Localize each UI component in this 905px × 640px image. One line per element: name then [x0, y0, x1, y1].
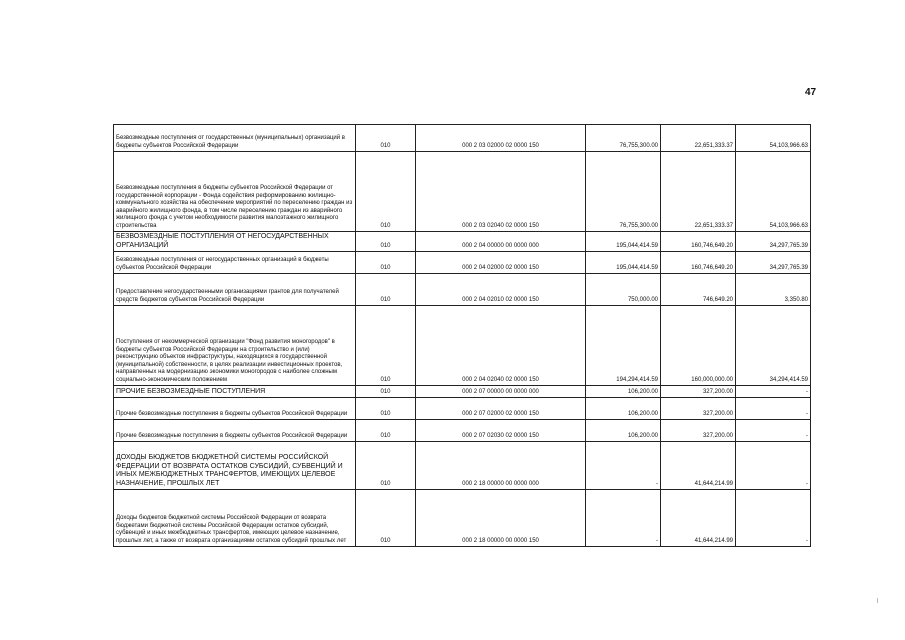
row-code: 010	[356, 398, 416, 420]
row-remaining: 34,297,765.39	[736, 232, 811, 252]
table-row	[114, 232, 811, 252]
row-kbk: 000 2 18 00000 00 0000 150	[416, 490, 586, 547]
row-name: Поступления от некоммерческой организации "Фонд развития моногородов" в бюджеты субъектов Российской Федерации на строительство и (или) реконструкцию объектов инфраструктуры, находящихся в государственной (муниципальной) собственности, в целях реализации инвестиционных проектов, направленных на модернизацию экономики моногородов с наиболее сложным социально-экономическим положением	[114, 306, 356, 386]
row-name: Безвозмездные поступления в бюджеты субъектов Российской Федерации от государственной корпорации - Фонда содействия реформированию жилищно-коммунального хозяйства на обеспечение мероприятий по переселению граждан из аварийного жилищного фонда, в том числе переселению граждан из аварийного жилищного фонда с учетом необходимости развития малоэтажного жилищного строительства	[114, 152, 356, 232]
row-code: 010	[356, 232, 416, 252]
row-code: 010	[356, 274, 416, 306]
scan-artifact	[877, 598, 878, 603]
row-approved: -	[586, 442, 661, 490]
row-remaining: -	[736, 420, 811, 442]
row-kbk: 000 2 03 02040 02 0000 150	[416, 152, 586, 232]
row-executed: 327,200.00	[661, 398, 736, 420]
row-executed: 160,000,000.00	[661, 306, 736, 386]
table-row	[114, 252, 811, 274]
table-row	[114, 274, 811, 306]
row-remaining: 54,103,966.63	[736, 152, 811, 232]
row-executed: 22,651,333.37	[661, 125, 736, 152]
row-remaining: -	[736, 490, 811, 547]
row-remaining: 34,294,414.59	[736, 306, 811, 386]
row-name: БЕЗВОЗМЕЗДНЫЕ ПОСТУПЛЕНИЯ ОТ НЕГОСУДАРСТВЕННЫХ ОРГАНИЗАЦИЙ	[114, 232, 356, 252]
row-remaining: 34,297,765.39	[736, 252, 811, 274]
row-code: 010	[356, 420, 416, 442]
table-row	[114, 386, 811, 398]
row-code: 010	[356, 152, 416, 232]
row-code: 010	[356, 252, 416, 274]
row-kbk: 000 2 07 02030 02 0000 150	[416, 420, 586, 442]
table-row	[114, 490, 811, 547]
row-kbk: 000 2 03 02000 02 0000 150	[416, 125, 586, 152]
row-remaining: -	[736, 398, 811, 420]
table-row	[114, 152, 811, 232]
table-row	[114, 442, 811, 490]
row-remaining: -	[736, 386, 811, 398]
table-row	[114, 125, 811, 152]
row-approved: 76,755,300.00	[586, 125, 661, 152]
row-approved: 195,044,414.59	[586, 232, 661, 252]
row-executed: 327,200.00	[661, 420, 736, 442]
row-executed: 41,644,214.99	[661, 490, 736, 547]
row-remaining: -	[736, 442, 811, 490]
row-approved: 750,000.00	[586, 274, 661, 306]
table-row	[114, 306, 811, 386]
row-approved: 195,044,414.59	[586, 252, 661, 274]
row-name: ПРОЧИЕ БЕЗВОЗМЕЗДНЫЕ ПОСТУПЛЕНИЯ	[114, 386, 356, 398]
row-kbk: 000 2 07 02000 02 0000 150	[416, 398, 586, 420]
row-name: Безвозмездные поступления от государственных (муниципальных) организаций в бюджеты субъектов Российской Федерации	[114, 125, 356, 152]
row-kbk: 000 2 04 02000 02 0000 150	[416, 252, 586, 274]
row-executed: 746,649.20	[661, 274, 736, 306]
row-name: ДОХОДЫ БЮДЖЕТОВ БЮДЖЕТНОЙ СИСТЕМЫ РОССИЙСКОЙ ФЕДЕРАЦИИ ОТ ВОЗВРАТА ОСТАТКОВ СУБСИДИЙ, СУБВЕНЦИЙ И ИНЫХ МЕЖБЮДЖЕТНЫХ ТРАНСФЕРТОВ, ИМЕЮЩИХ ЦЕЛЕВОЕ НАЗНАЧЕНИЕ, ПРОШЛЫХ ЛЕТ	[114, 442, 356, 490]
row-approved: 106,200.00	[586, 420, 661, 442]
row-code: 010	[356, 306, 416, 386]
row-executed: 160,746,649.20	[661, 232, 736, 252]
page-number: 47	[805, 87, 817, 98]
row-approved: 106,200.00	[586, 398, 661, 420]
row-name: Предоставление негосударственными организациями грантов для получателей средств бюджетов субъектов Российской Федерации	[114, 274, 356, 306]
row-code: 010	[356, 490, 416, 547]
row-name: Безвозмездные поступления от негосударственных организаций в бюджеты субъектов Российской Федерации	[114, 252, 356, 274]
table-row	[114, 420, 811, 442]
row-name: Доходы бюджетов бюджетной системы Российской Федерации от возврата бюджетами бюджетной системы Российской Федерации остатков субсидий, субвенций и иных межбюджетных трансфертов, имеющих целевое назначение, прошлых лет, а также от возврата организациями остатков субсидий прошлых лет	[114, 490, 356, 547]
row-approved: 194,294,414.59	[586, 306, 661, 386]
row-remaining: 54,103,966.63	[736, 125, 811, 152]
row-name: Прочие безвозмездные поступления в бюджеты субъектов Российской Федерации	[114, 420, 356, 442]
row-name: Прочие безвозмездные поступления в бюджеты субъектов Российской Федерации	[114, 398, 356, 420]
row-kbk: 000 2 04 02010 02 0000 150	[416, 274, 586, 306]
row-code: 010	[356, 442, 416, 490]
row-remaining: 3,350.80	[736, 274, 811, 306]
row-kbk: 000 2 04 02040 02 0000 150	[416, 306, 586, 386]
row-executed: 160,746,649.20	[661, 252, 736, 274]
row-executed: 22,651,333.37	[661, 152, 736, 232]
row-executed: 41,644,214.99	[661, 442, 736, 490]
row-approved: 76,755,300.00	[586, 152, 661, 232]
row-executed: 327,200.00	[661, 386, 736, 398]
row-approved: 106,200.00	[586, 386, 661, 398]
row-kbk: 000 2 18 00000 00 0000 000	[416, 442, 586, 490]
row-kbk: 000 2 07 00000 00 0000 000	[416, 386, 586, 398]
row-approved: -	[586, 490, 661, 547]
budget-revenue-table	[113, 124, 811, 547]
table-row	[114, 398, 811, 420]
row-code: 010	[356, 386, 416, 398]
row-code: 010	[356, 125, 416, 152]
row-kbk: 000 2 04 00000 00 0000 000	[416, 232, 586, 252]
